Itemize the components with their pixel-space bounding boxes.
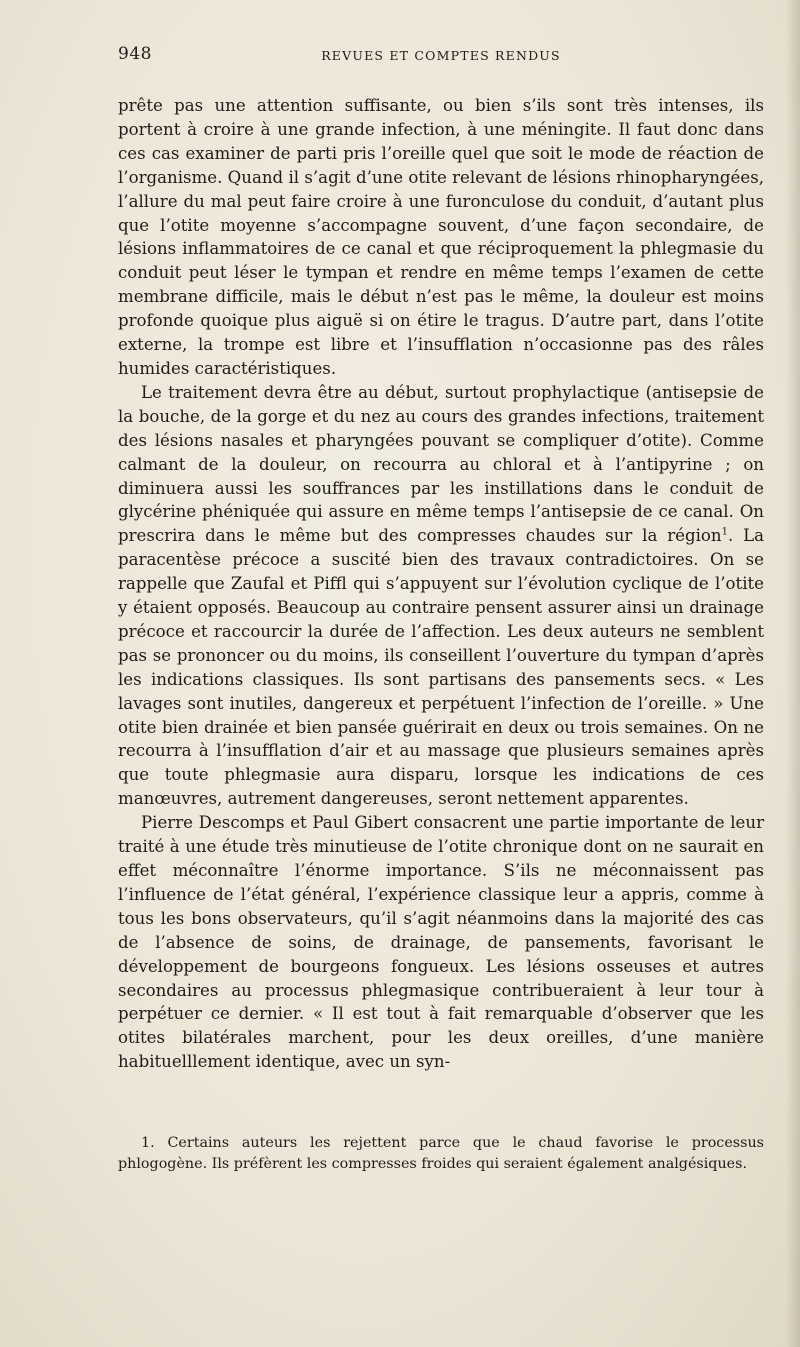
footnote-reference: 1 — [721, 526, 728, 538]
main-text — [118, 94, 764, 1074]
footnote: 1. Certains auteurs les rejettent parce que le chaud favorise le processus phlogogène. Ils préfèrent les compresses froides qui seraient également analgésiques. — [118, 1135, 764, 1172]
page-number: 948 — [118, 44, 152, 64]
paragraph-3: Pierre Descomps et Paul Gibert consacrent une partie importante de leur traité à une étude très minutieuse de l’otite chronique dont on ne saurait en effet méconnaître l’énorme importance. S’ils ne méconnaissent pas l’influence de l’état général, l’expérience classique leur a appris, comme à tous les bons observateurs, qu’il s’agit néanmoins dans la majorité des cas de l’absence de soins, de drainage, de pansements, favorisant le développement de bourgeons fongueux. Les lésions osseuses et autres secondaires au processus phlegmasique contribueraient à leur tour à perpétuer ce dernier. « Il est tout à fait remarquable d’observer que les otites bilatérales marchent, pour les deux oreilles, d’une manière habituelllement identique, avec un syn- — [118, 813, 764, 1072]
paragraph-1: prête pas une attention suffisante, ou bien s’ils sont très intenses, ils portent à croire à une grande infection, à une méningite. Il faut donc dans ces cas examiner de parti pris l’oreille quel que soit le mode de réaction de l’organisme. Quand il s’agit d’une otite relevant de lésions rhinopharyngées, l’allure du mal peut faire croire à une furonculose du conduit, d’autant plus que l’otite moyenne s’accompagne souvent, d’une façon secondaire, de lésions inflammatoires de ce canal et que réciproquement la phlegmasie du conduit peut léser le tympan et rendre en même temps l’examen de cette membrane difficile, mais le début n’est pas le même, la douleur est moins profonde quoique plus aiguë si on étire le tragus. D’autre part, dans l’otite externe, la trompe est libre et l’insufflation n’occasionne pas des râles humides caractéristiques. — [118, 96, 764, 378]
paragraph-2-continued: La paracentèse précoce a suscité bien des travaux contradictoires. On se rappelle que Zaufal et Piffl qui s’appuyent sur l’évolution cyclique de l’otite y étaient opposés. Beaucoup au contraire pensent assurer ainsi un drainage précoce et raccourcir la durée de l’affection. Les deux auteurs ne semblent pas se prononcer ou du moins, ils conseillent l’ouverture du tympan d’après les indications classiques. Ils sont partisans des pansements secs. « Les lavages sont inutiles, dangereux et perpétuent l’infection de l’oreille. » Une otite bien drainée et bien pansée guérirait en deux ou trois semaines. On ne recourra à l’insufflation d’air et au massage que plusieurs semaines après que toute phlegmasie aura disparu, lorsque les indications de ces manœuvres, autrement dangereuses, seront nettement apparentes. — [118, 526, 764, 809]
page-header — [118, 44, 764, 74]
page-edge-shadow — [786, 0, 800, 1347]
running-title: REVUES ET COMPTES RENDUS — [321, 48, 561, 63]
paragraph-2-text: Le traitement devra être au début, surtout prophylactique (antisepsie de la bouche, de la gorge et du nez au cours des grandes infections, traitement des lésions nasales et pharyngées pouvant se compliquer d’otite). Comme calmant de la douleur, on recourra au chloral et à l’antipyrine ; on diminuera aussi les souffrances par les instillations dans le conduit de glycérine phéniquée qui assure en même temps l’antisepsie de ce canal. On prescrira dans le même but des compresses chaudes sur la région — [118, 382, 764, 546]
paragraph-2: Le traitement devra être au début, surtout prophylactique (antisepsie de la bouche, de la gorge et du nez au cours des grandes infections, traitement des lésions nasales et pharyngées pouvant se compliquer d’otite). Comme calmant de la douleur, on recourra au chloral et à l’antipyrine ; on diminuera aussi les souffrances par les instillations dans le conduit de glycérine phéniquée qui assure en même temps l’antisepsie de ce canal. On prescrira dans le même but des compresses chaudes sur la région$^1$. La paracentèse précoce a suscité bien des travaux contradictoires. On se rappelle que Zaufal et Piffl qui s’appuyent sur l’évolution cyclique de l’otite y étaient opposés. Beaucoup au contraire pensent assurer ainsi un drainage précoce et raccourcir la durée de l’affection. Les deux auteurs ne semblent pas se prononcer ou du moins, ils conseillent l’ouverture du tympan d’après les indications classiques. Ils sont partisans des pansements secs. « Les lavages sont inutiles, dangereux et perpétuent l’infection de l’oreille. » Une otite bien drainée et bien pansée guérirait en deux ou trois semaines. On ne recourra à l’insufflation d’air et au massage que plusieurs semaines après que toute phlegmasie aura disparu, lorsque les indications de ces manœuvres, autrement dangereuses, seront nettement apparentes. — [118, 382, 764, 809]
